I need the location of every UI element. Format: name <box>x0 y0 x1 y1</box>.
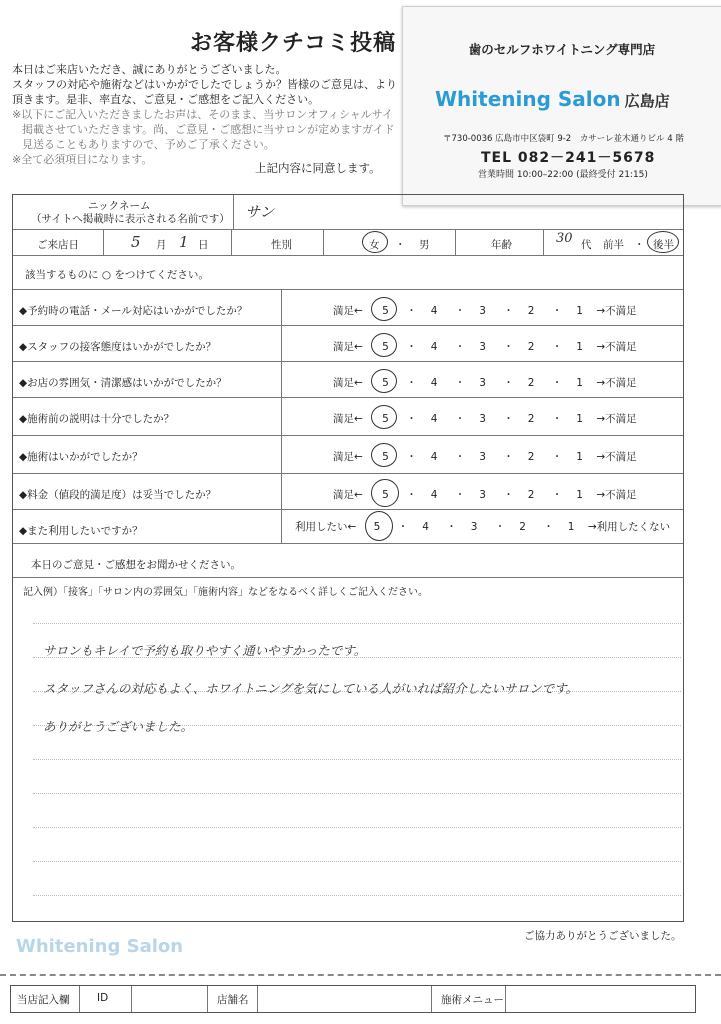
id-label: ID <box>97 992 109 1004</box>
scale-left-label: 満足← <box>333 413 363 425</box>
rating-scale: 満足← 5 ・ 4 ・ 3 ・ 2 ・ 1 →不満足 <box>333 377 637 389</box>
example-text: 記入例）「接客」「サロン内の雰囲気」「施術内容」などをなるべく詳しくご記入ください。 <box>23 587 428 598</box>
rating-circle <box>365 511 393 541</box>
separator: ・ <box>634 239 645 251</box>
scale-point[interactable]: 3 <box>479 451 486 463</box>
scale-right-label: →不満足 <box>596 413 637 425</box>
scale-left-label: 満足← <box>333 489 363 501</box>
footer-logo: Whitening Salon <box>16 936 184 957</box>
scale-point[interactable]: 1 <box>576 451 583 463</box>
scale-point[interactable]: 5 <box>382 341 389 353</box>
rating-circle <box>371 297 397 321</box>
age-label: 年齢 <box>491 239 512 251</box>
comment-line[interactable]: スタッフさんの対応もよく、ホワイトニングを気にしている人がいれば紹介したいサロンです。 <box>43 681 579 696</box>
rating-scale: 満足← 5 ・ 4 ・ 3 ・ 2 ・ 1 →不満足 <box>333 489 637 501</box>
scale-point[interactable]: 5 <box>382 451 389 463</box>
scale-point[interactable]: 1 <box>576 341 583 353</box>
scale-right-label: →不満足 <box>596 305 637 317</box>
day-unit: 日 <box>198 239 209 251</box>
comment-line[interactable]: ありがとうございました。 <box>43 719 194 734</box>
card-hours: 営業時間 10:00–22:00 (最終受付 21:15) <box>478 170 648 180</box>
rating-circle <box>371 369 397 393</box>
intro-note: 見送ることもありますので、予めご了承ください。 <box>22 138 275 151</box>
menu-label: 施術メニュー <box>441 994 504 1006</box>
store-name-label: 店舗名 <box>217 994 249 1006</box>
scale-point[interactable]: 3 <box>479 305 486 317</box>
scale-point[interactable]: 2 <box>527 305 535 317</box>
rating-scale: 満足← 5 ・ 4 ・ 3 ・ 2 ・ 1 →不満足 <box>333 341 637 353</box>
scale-point[interactable]: 3 <box>470 521 478 533</box>
age-late-circle <box>647 231 679 253</box>
scale-right-label: →不満足 <box>596 451 637 463</box>
question-text: ◆施術はいかがでしたか？ <box>19 451 143 463</box>
scale-point[interactable]: 4 <box>430 413 438 425</box>
rating-scale: 利用したい← 5 ・ 4 ・ 3 ・ 2 ・ 1 →利用したくない <box>295 521 671 533</box>
scale-point[interactable]: 2 <box>527 341 535 353</box>
scale-point[interactable]: 3 <box>479 489 486 501</box>
scale-point[interactable]: 3 <box>479 413 486 425</box>
nickname-sublabel: （サイトへ掲載時に表示される名前です） <box>31 213 230 225</box>
scale-left-label: 満足← <box>333 377 363 389</box>
scale-point[interactable]: 4 <box>430 451 438 463</box>
store-entry-box <box>10 985 696 1013</box>
scale-point[interactable]: 4 <box>430 305 438 317</box>
thanks-text: ご協力ありがとうございました。 <box>524 930 682 942</box>
scale-point[interactable]: 5 <box>382 377 389 389</box>
survey-form <box>12 194 684 922</box>
comment-prompt: 本日のご意見・ご感想をお聞かせください。 <box>31 559 241 571</box>
age-unit: 代 <box>581 239 592 251</box>
form-title: お客様クチコミ投稿 <box>190 31 397 56</box>
scale-point[interactable]: 4 <box>430 489 438 501</box>
intro-note: ※以下にご記入いただきましたお声は、そのまま、当サロンオフィシャルサイ <box>12 108 394 121</box>
scale-right-label: →不満足 <box>596 489 637 501</box>
intro-line: スタッフの対応や施術などはいかがでしたでしょうか？皆様のご意見は、より <box>12 78 397 91</box>
rating-circle <box>371 405 397 429</box>
sex-female[interactable]: 女 <box>369 239 380 251</box>
age-late[interactable]: 後半 <box>653 239 674 251</box>
scale-right-label: →不満足 <box>596 341 637 353</box>
visit-month-value[interactable]: 5 <box>131 233 141 251</box>
scale-point[interactable]: 1 <box>576 377 583 389</box>
card-logo <box>435 87 670 111</box>
scale-point[interactable]: 5 <box>382 413 389 425</box>
nickname-value[interactable]: サン <box>245 203 275 221</box>
scale-point[interactable]: 4 <box>422 521 429 533</box>
comment-line[interactable]: サロンもキレイで予約も取りやすく通いやすかったです。 <box>43 643 367 658</box>
age-value[interactable]: 30 <box>556 231 573 246</box>
scale-point[interactable]: 4 <box>430 377 438 389</box>
cut-line <box>0 974 721 976</box>
scale-left-label: 満足← <box>333 305 363 317</box>
rating-circle <box>371 443 397 467</box>
branch-name: 広島店 <box>624 92 670 110</box>
visit-date-label: ご来店日 <box>37 239 79 251</box>
salon-card <box>402 6 721 206</box>
sex-label: 性別 <box>271 239 292 251</box>
intro-note: ※全て必須項目になります。 <box>12 153 153 166</box>
logo-text: Whitening Salon <box>435 87 621 111</box>
age-early[interactable]: 前半 <box>603 239 624 251</box>
scale-point[interactable]: 1 <box>576 413 583 425</box>
scale-point[interactable]: 5 <box>382 489 389 501</box>
scale-left-label: 満足← <box>333 451 363 463</box>
scale-point[interactable]: 2 <box>527 377 535 389</box>
question-text: ◆お店の雰囲気・清潔感はいかがでしたか？ <box>19 377 227 389</box>
scale-left-label: 満足← <box>333 341 363 353</box>
visit-day-value[interactable]: 1 <box>179 233 189 251</box>
question-text: ◆施術前の説明は十分でしたか？ <box>19 413 175 425</box>
scale-point[interactable]: 2 <box>527 451 535 463</box>
question-text: ◆予約時の電話・メール対応はいかがでしたか？ <box>19 305 248 317</box>
card-address: 〒730-0036 広島市中区袋町 9-2 カサーレ並木通りビル 4 階 <box>443 134 684 144</box>
rating-scale: 満足← 5 ・ 4 ・ 3 ・ 2 ・ 1 →不満足 <box>333 305 637 317</box>
question-text: ◆料金（値段的満足度）は妥当でしたか？ <box>19 489 217 501</box>
sex-male[interactable]: 男 <box>419 239 430 251</box>
scale-point[interactable]: 2 <box>519 521 526 533</box>
scale-point[interactable]: 4 <box>430 341 438 353</box>
intro-line: 頂きます。是非、率直な、ご意見・ご感想をご記入ください。 <box>12 93 320 106</box>
scale-left-label: 利用したい← <box>295 521 357 533</box>
rating-scale: 満足← 5 ・ 4 ・ 3 ・ 2 ・ 1 →不満足 <box>333 451 637 463</box>
scale-point[interactable]: 3 <box>479 341 486 353</box>
scale-point[interactable]: 2 <box>527 489 535 501</box>
scale-point[interactable]: 5 <box>382 305 389 317</box>
intro-line: 本日はご来店いただき、誠にありがとうございました。 <box>12 63 287 76</box>
instruction-text: 該当するものに ○ をつけてください。 <box>25 269 209 281</box>
scale-point[interactable]: 1 <box>576 489 583 501</box>
nickname-label: ニックネーム <box>88 200 151 212</box>
month-unit: 月 <box>156 239 167 251</box>
scale-point[interactable]: 1 <box>576 305 583 317</box>
scale-right-label: →利用したくない <box>587 521 671 533</box>
rating-scale: 満足← 5 ・ 4 ・ 3 ・ 2 ・ 1 →不満足 <box>333 413 637 425</box>
separator: ・ <box>395 239 406 251</box>
scale-right-label: →不満足 <box>596 377 637 389</box>
rating-circle <box>371 333 397 357</box>
question-text: ◆スタッフの接客態度はいかがでしたか？ <box>19 341 217 353</box>
intro-note: 掲載させていただきます。尚、ご意見・ご感想に当サロンが定めますガイド <box>22 123 395 136</box>
scale-point[interactable]: 5 <box>373 521 381 533</box>
card-tagline: 歯のセルフホワイトニング専門店 <box>468 42 656 57</box>
scale-point[interactable]: 3 <box>479 377 486 389</box>
scale-point[interactable]: 2 <box>527 413 535 425</box>
question-text: ◆また利用したいですか？ <box>19 525 143 537</box>
scale-point[interactable]: 1 <box>567 521 575 533</box>
sex-female-circle <box>362 231 388 253</box>
store-entry-label: 当店記入欄 <box>17 994 70 1006</box>
card-phone: TEL 082－241－5678 <box>481 150 656 166</box>
rating-circle <box>371 479 399 507</box>
intro-text <box>12 62 397 167</box>
agree-text: 上記内容に同意します。 <box>255 161 381 175</box>
